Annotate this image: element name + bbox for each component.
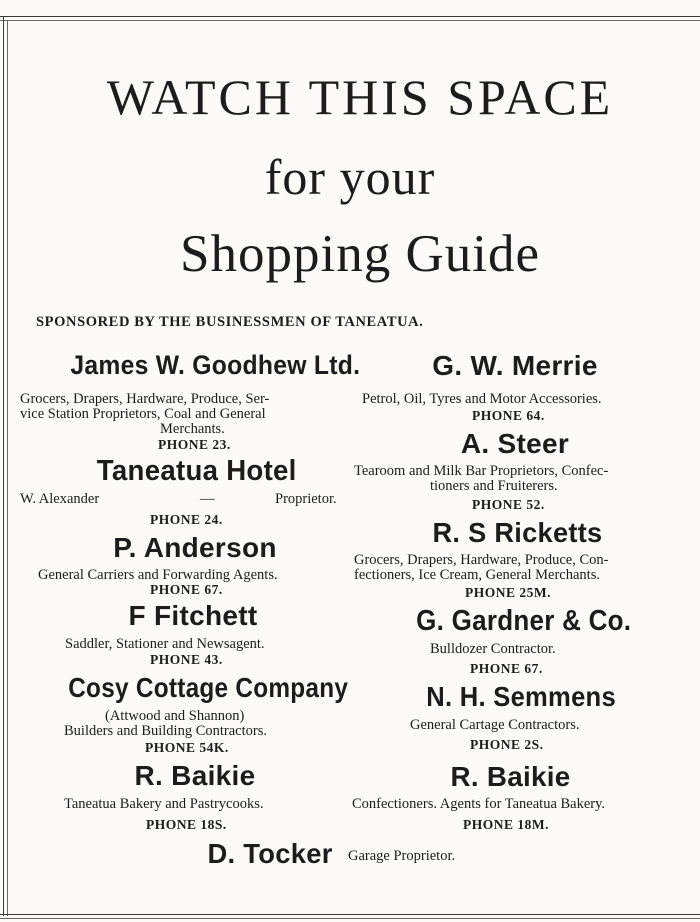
business-desc-g-gardner: Bulldozer Contractor. — [430, 641, 556, 657]
business-desc-cosy-cottage-1: (Attwood and Shannon) — [105, 708, 245, 724]
business-owner-taneatua-hotel: W. Alexander — [20, 491, 100, 507]
business-desc-r-s-ricketts-1: Grocers, Drapers, Hardware, Produce, Con- — [354, 552, 609, 568]
business-phone-r-baikie-bakery: PHONE 18S. — [146, 817, 227, 832]
headline-watch-this-space: WATCH THIS SPACE — [106, 69, 614, 125]
business-name-goodhew: James W. Goodhew Ltd. — [70, 350, 361, 380]
business-phone-n-h-semmens: PHONE 2S. — [470, 737, 544, 752]
business-phone-taneatua-hotel: PHONE 24. — [150, 512, 223, 527]
business-desc-g-w-merrie: Petrol, Oil, Tyres and Motor Accessories. — [362, 391, 602, 407]
business-name-r-s-ricketts: R. S Ricketts — [432, 517, 603, 548]
business-name-r-baikie-bakery: R. Baikie — [134, 760, 256, 791]
business-phone-goodhew: PHONE 23. — [158, 437, 231, 452]
business-desc-goodhew-1: Grocers, Drapers, Hardware, Produce, Ser- — [20, 391, 270, 407]
business-name-cosy-cottage: Cosy Cottage Company — [68, 672, 349, 703]
business-name-n-h-semmens: N. H. Semmens — [426, 681, 616, 712]
sponsor-line: SPONSORED BY THE BUSINESSMEN OF TANEATUA. — [36, 314, 424, 330]
headline-for-your: for your — [264, 149, 436, 205]
business-desc-p-anderson: General Carriers and Forwarding Agents. — [38, 567, 278, 583]
separator-dash: — — [200, 491, 215, 507]
top-border-rule-inner — [0, 20, 700, 21]
business-desc-r-s-ricketts-2: fectioners, Ice Cream, General Merchants. — [354, 567, 600, 583]
business-name-p-anderson: P. Anderson — [113, 532, 277, 563]
business-desc-a-steer-1: Tearoom and Milk Bar Proprietors, Confec- — [354, 463, 609, 479]
top-border-rule — [0, 16, 700, 17]
business-name-g-w-merrie: G. W. Merrie — [432, 350, 598, 381]
business-phone-r-baikie-confectioners: PHONE 18M. — [463, 817, 549, 832]
business-phone-g-gardner: PHONE 67. — [470, 661, 543, 676]
business-desc-goodhew-2: vice Station Proprietors, Coal and General — [20, 406, 266, 422]
business-name-f-fitchett: F Fitchett — [128, 600, 258, 631]
business-phone-f-fitchett: PHONE 43. — [150, 652, 223, 667]
business-desc-cosy-cottage-2: Builders and Building Contractors. — [64, 723, 267, 739]
business-desc-r-baikie-confectioners: Confectioners. Agents for Taneatua Bakery. — [352, 796, 606, 812]
bottom-border-rule — [0, 914, 700, 915]
business-name-r-baikie-confectioners: R. Baikie — [450, 761, 571, 792]
business-desc-a-steer-2: tioners and Fruiterers. — [430, 478, 558, 494]
business-desc-r-baikie-bakery: Taneatua Bakery and Pastrycooks. — [64, 796, 264, 812]
business-phone-cosy-cottage: PHONE 54K. — [145, 740, 229, 755]
bottom-border-rule-inner — [0, 918, 700, 919]
business-desc-n-h-semmens: General Cartage Contractors. — [410, 717, 580, 733]
business-desc-f-fitchett: Saddler, Stationer and Newsagent. — [65, 636, 265, 652]
business-role-taneatua-hotel: Proprietor. — [275, 491, 337, 507]
business-name-a-steer: A. Steer — [460, 428, 570, 459]
headline-shopping-guide: Shopping Guide — [180, 225, 540, 283]
business-desc-goodhew-3: Merchants. — [160, 421, 225, 437]
business-desc-d-tocker: Garage Proprietor. — [348, 848, 456, 864]
business-name-taneatua-hotel: Taneatua Hotel — [96, 455, 297, 487]
business-phone-r-s-ricketts: PHONE 25M. — [465, 585, 551, 600]
business-phone-g-w-merrie: PHONE 64. — [472, 408, 545, 423]
business-phone-a-steer: PHONE 52. — [472, 497, 545, 512]
business-name-d-tocker: D. Tocker — [207, 838, 333, 869]
business-name-g-gardner: G. Gardner & Co. — [416, 605, 632, 637]
business-phone-p-anderson: PHONE 67. — [150, 582, 223, 597]
